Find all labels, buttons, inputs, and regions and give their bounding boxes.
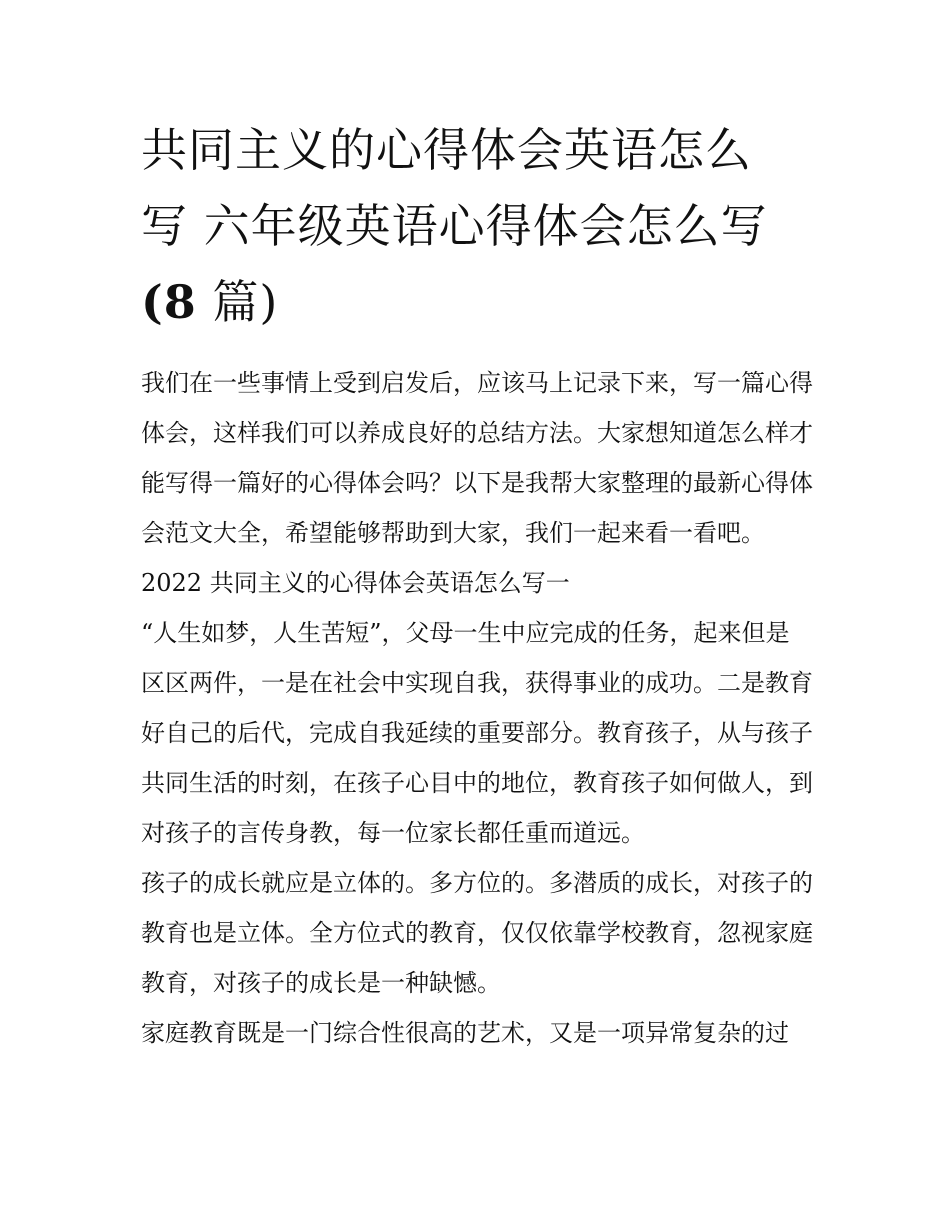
title-line-2: 写 六年级英语心得体会怎么写 bbox=[141, 199, 768, 253]
section-heading: 2022 共同主义的心得体会英语怎么写一 bbox=[141, 569, 570, 597]
intro-paragraph: 我们在一些事情上受到启发后，应该马上记录下来，写一篇心得体会，这样我们可以养成良好的总结方法。大家想知道怎么样才能写得一篇好的心得体会吗？以下是我帮大家整理的最新心得体会范文大全，希望能够帮助到大家，我们一起来看一看吧。 bbox=[141, 369, 813, 547]
title-line-3 bbox=[141, 264, 813, 340]
title-count-suffix: 篇) bbox=[196, 275, 279, 329]
body-paragraph-3: 家庭教育既是一门综合性很高的艺术，又是一项异常复杂的过 bbox=[141, 1019, 789, 1047]
document-title bbox=[141, 112, 813, 340]
title-line-1: 共同主义的心得体会英语怎么 bbox=[141, 123, 752, 177]
body-paragraph-2: 孩子的成长就应是立体的。多方位的。多潜质的成长，对孩子的教育也是立体。全方位式的教育，仅仅依靠学校教育，忽视家庭教育，对孩子的成长是一种缺憾。 bbox=[141, 869, 813, 997]
document-page bbox=[141, 112, 813, 1058]
body-paragraph-1: “人生如梦，人生苦短”，父母一生中应完成的任务，起来但是区区两件，一是在社会中实现自我，获得事业的成功。二是教育好自己的后代，完成自我延续的重要部分。教育孩子，从与孩子共同生活的时刻，在孩子心目中的地位，教育孩子如何做人，到对孩子的言传身教，每一位家长都任重而道远。 bbox=[141, 619, 813, 847]
title-count: (8 bbox=[141, 275, 197, 329]
